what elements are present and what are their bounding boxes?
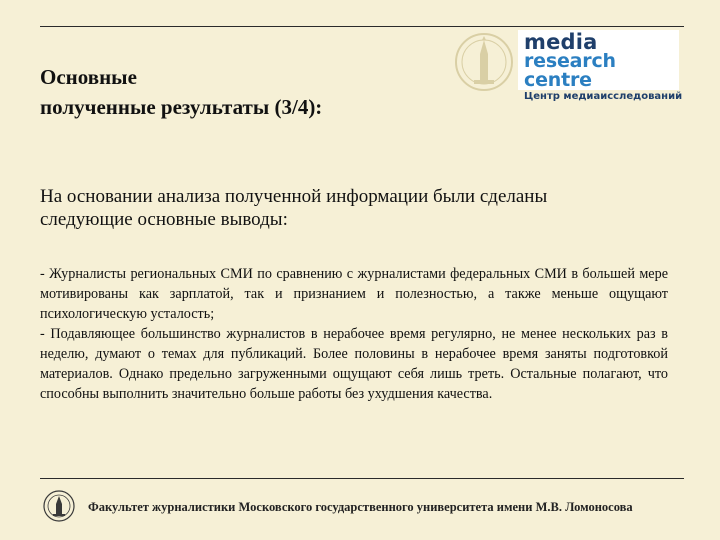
msu-emblem-icon [42,488,76,524]
bottom-divider [40,478,684,479]
title-line-1: Основные [40,65,137,89]
finding-item: - Журналисты региональных СМИ по сравнению с журналистами федеральных СМИ в большей мере мотивированы как зарплатой, так и признанием и полезностью, а также меньше ощущают психологическую усталость; [40,266,668,322]
top-divider [40,26,684,27]
logo-media-text: media [524,30,598,54]
logo-research-centre-text: research centre [524,50,616,91]
footer-faculty-name: Факультет журналистики Московского государственного университета имени М.В. Ломоносова [88,500,633,514]
logo-subtitle-text: Центр медиаисследований [524,91,683,102]
slide-title [40,62,460,122]
media-research-centre-logo [452,28,683,102]
title-line-2: полученные результаты (3/4): [40,95,323,119]
university-crest-icon [452,28,516,98]
logo-text-box [518,30,683,102]
findings-list [40,264,668,404]
intro-paragraph [40,185,680,231]
finding-item: - Подавляющее большинство журналистов в нерабочее время регулярно, не менее нескольких раз в неделю, думают о темах для публикаций. Более половины в нерабочее время заняты подготовкой материалов. Однако предельно загруженными ощущают себя лишь треть. Остальные полагают, что способны выполнить значительно больше работы без ухудшения качества. [40,326,668,402]
intro-line-1: На основании анализа полученной информации были сделаны [40,186,548,207]
intro-line-2: следующие основные выводы: [40,209,288,230]
